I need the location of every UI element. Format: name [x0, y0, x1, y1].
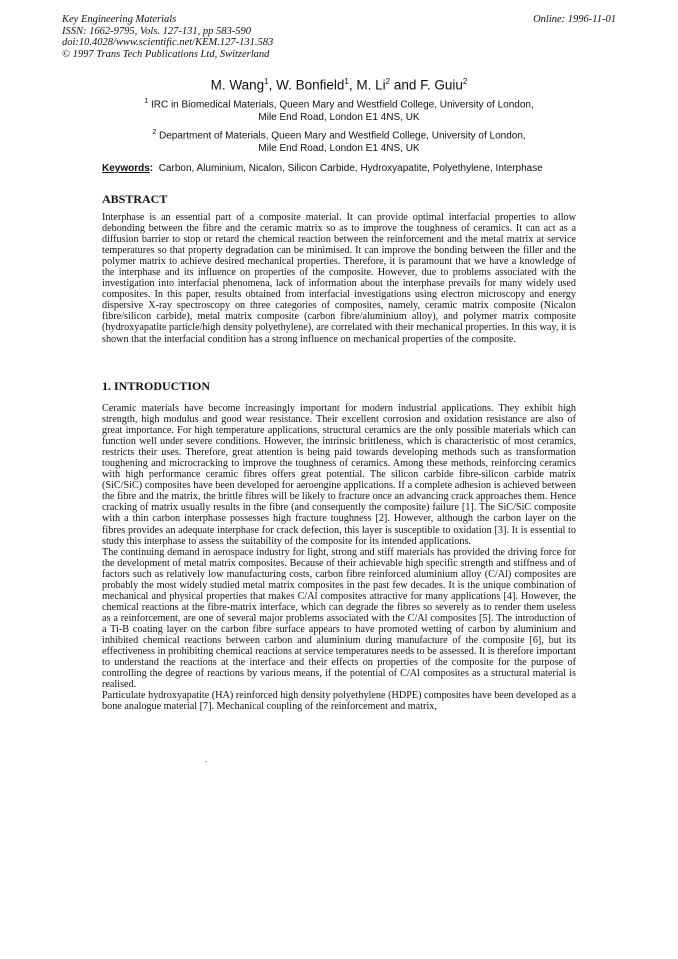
author-name: M. Wang [210, 77, 265, 93]
author-affiliation-mark: 2 [385, 77, 391, 86]
paragraph: Particulate hydroxyapatite (HA) reinforced high density polyethylene (HDPE) composites have been developed as a bone analogue material [7]. Mechanical coupling of the reinforcement and matrix, [102, 690, 576, 713]
affiliation-line: IRC in Biomedical Materials, Queen Mary and Westfield College, University of London, [150, 99, 534, 111]
affiliation-number: 1 [144, 98, 149, 105]
affiliation [0, 96, 678, 124]
doi-line: doi:10.4028/www.scientific.net/KEM.127-131.583 [62, 37, 274, 48]
paragraph: The continuing demand in aerospace industry for light, strong and stiff materials has provided the driving force for the development of metal matrix composites. Because of their achievable high specific strength and stiffness and of factors such as relatively low manufacturing costs, carbon fibre reinforced aluminium alloy (C/Al) composites are probably the most widely studied metal matrix composites in the past few decades. It is the unique combination of mechanical and physical properties that makes C/Al composites attractive for many applications [4]. However, the chemical reactions at the fibre-matrix interface, which can degrade the fibres so severely as to render them useless as a reinforcement, are one of several major problems associated with the C/Al composites [5]. The introduction of a Ti-B coating layer on the carbon fibre surface appears to have promoted wetting of carbon by aluminium and inhibited chemical reactions between carbon and aluminium during manufacture of the composite [6], but its effectiveness in prohibiting chemical reactions at service temperatures needs to be assessed. It is therefore important to understand the reactions at the interface and their effects on properties of the composite for the purpose of controlling the degree of reactions by various means, if the potential of C/Al composites as a structural material is realised. [102, 546, 576, 691]
journal-name: Key Engineering Materials [62, 14, 177, 25]
author-affiliation-mark: 1 [264, 77, 269, 86]
author-affiliation-mark: 2 [462, 77, 468, 86]
introduction-body [102, 403, 576, 712]
copyright-line: © 1997 Trans Tech Publications Ltd, Switzerland [62, 48, 270, 60]
keywords-text: Carbon, Aluminium, Nicalon, Silicon Carbide, Hydroxyapatite, Polyethylene, Interphase [158, 163, 543, 174]
paragraph: Ceramic materials have become increasingly important for modern industrial applications. They exhibit high strength, high modulus and good wear resistance. Their excellent corrosion and oxidation resistance are also of great importance. For high temperature applications, structural ceramics are the only possible materials which can function well under severe conditions. However, the intrinsic brittleness, which is characteristic of most ceramics, restricts their uses. Therefore, great attention is being paid towards developing methods such as transformation toughening and microcracking to improve the toughness of ceramics. Among these methods, reinforcing ceramics with high performance ceramic fibres offers great potential. The silicon carbide fibre-silicon carbide matrix (SiC/SiC) composites have been developed for aeroengine applications. If a complete adhesion is achieved between the fibre and the matrix, the brittle fibres will be likely to fracture once an advancing crack approaches them. Hence cracking of matrix usually results in the fibre (and consequently the composite) failure [1]. The SiC/SiC composite with a thin carbon interphase possesses high fracture toughness [2]. However, although the carbon layer on the fibres provides an adequate interphase for crack defection, this layer is susceptible to oxidation [3]. It is essential to study this interphase to assess the suitability of the composite for its intended applications. [102, 403, 576, 547]
keywords: Keywords: Carbon, Aluminium, Nicalon, Silicon Carbide, Hydroxyapatite, Polyethylene, Interphase [102, 163, 543, 174]
online-date: Online: 1996-11-01 [533, 14, 616, 25]
introduction-heading: 1. INTRODUCTION [102, 379, 211, 393]
abstract-heading: ABSTRACT [102, 192, 168, 206]
affiliation-line: Mile End Road, London E1 4NS, UK [258, 111, 420, 123]
abstract-text: Interphase is an essential part of a composite material. It can provide optimal interfacial properties to allow debonding between the fibre and the ceramic matrix so as to improve the toughness of ceramics. It can act as a diffusion barrier to stop or retard the chemical reaction between the reinforcement and the metal matrix at service temperatures so that property degradation can be minimised. It can improve the bonding between the filler and the polymer matrix to achieve desired mechanical properties. Therefore, it is paramount that we have a knowledge of the interphase and its influence on properties of the composite. However, due to problems associated with the investigation into interfacial phenomena, lack of information about the interphase prevails for many widely used composites. In this paper, results obtained from interfacial investigations using electron microscopy and energy dispersive X-ray spectroscopy on three categories of composites, namely, ceramic matrix composite (Nicalon fibre/silicon carbide), metal matrix composite (carbon fibre/aluminium alloy), and polymer matrix composite (hydroxyapatite particle/high density polyethylene), are correlated with their mechanical properties. In this way, it is shown that the interfacial condition has a strong influence on mechanical properties of the composite. [102, 212, 576, 345]
author-name: F. Guiu [420, 77, 463, 93]
affiliation-line: Department of Materials, Queen Mary and Westfield College, University of London, [159, 130, 526, 142]
affiliation [0, 127, 678, 155]
scan-speck [205, 761, 207, 762]
author-list: M. Wang$^1$, W. Bonfield$^1$, M. Li$^2$ and F. Guiu$^2$ [210, 77, 468, 93]
author-affiliation-mark: 1 [344, 77, 349, 86]
issn-line: ISSN: 1662-9795, Vols. 127-131, pp 583-590 [62, 25, 251, 37]
keywords-label: Keywords [102, 163, 150, 174]
affiliation-number: 2 [152, 129, 157, 136]
author-name: M. Li [356, 77, 386, 93]
journal-header [62, 14, 273, 60]
author-name: W. Bonfield [276, 77, 345, 93]
affiliation-line: Mile End Road, London E1 4NS, UK [258, 142, 420, 154]
